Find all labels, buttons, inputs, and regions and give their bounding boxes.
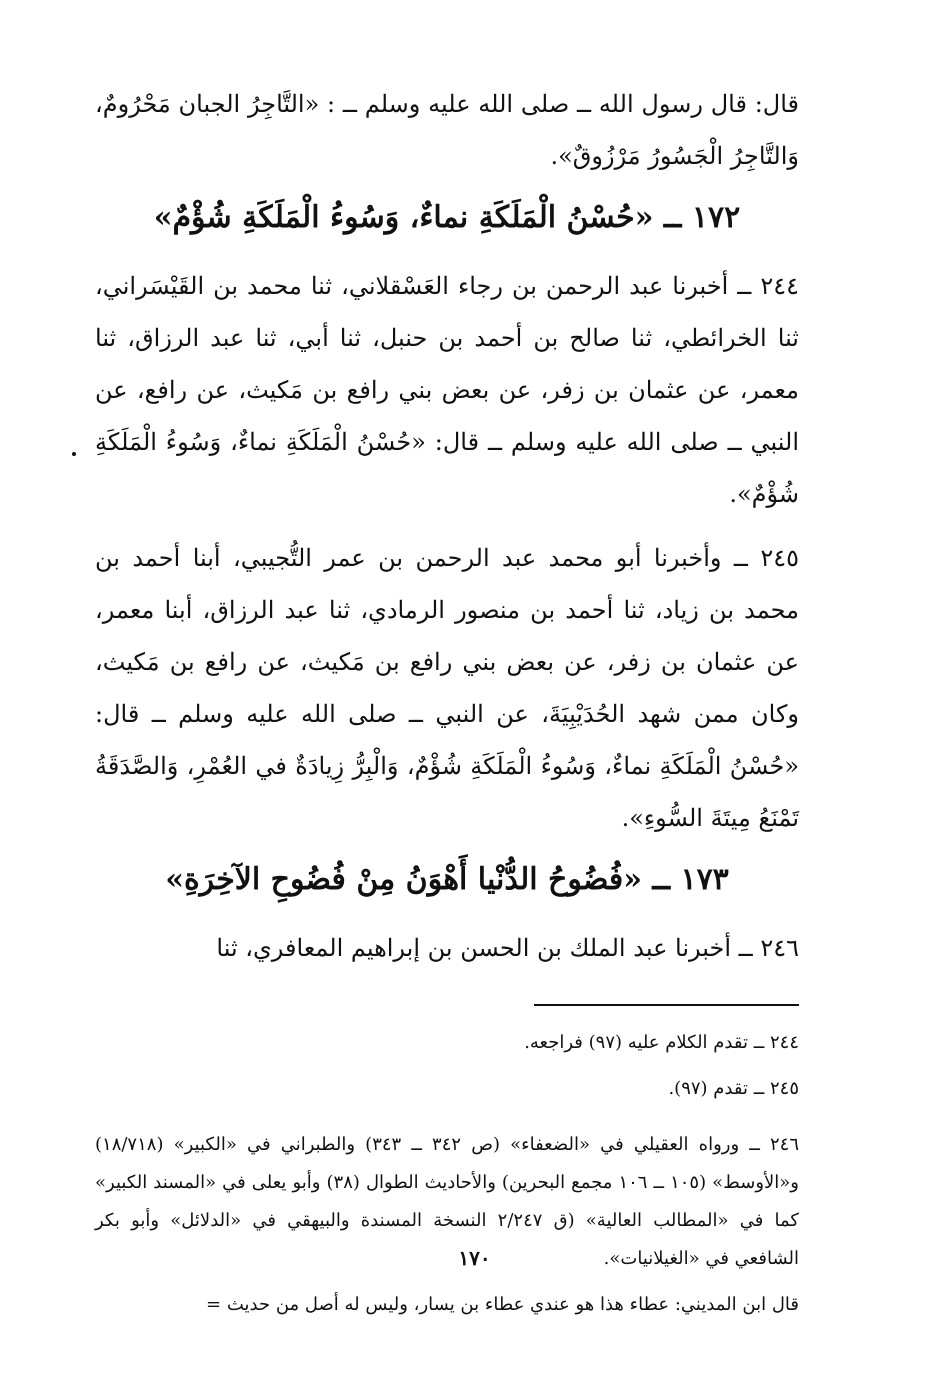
hadith-246: ٢٤٦ ــ أخبرنا عبد الملك بن الحسن بن إبراهيم المعافري، ثنا [216, 934, 799, 962]
opening-paragraph: قال: قال رسول الله ــ صلى الله عليه وسلم ــ : «التَّاجِرُ الجبان مَحْرُومٌ، وَالتَّاجِرُ الْجَسُورُ مَرْزُوقٌ». [95, 90, 799, 170]
hadith-245: ٢٤٥ ــ وأخبرنا أبو محمد عبد الرحمن بن عمر التُّجيبي، أبنا أحمد بن محمد بن زياد، ثنا أحمد بن منصور الرمادي، ثنا عبد الرزاق، أبنا معمر، عن عثمان بن زفر، عن بعض بني رافع بن مَكيث، عن رافع بن مَكيث، وكان ممن شهد الحُدَيْبِيَةَ، عن النبي ــ صلى الله عليه وسلم ــ قال: «حُسْنُ الْمَلَكَةِ نماءٌ، وَسُوءُ الْمَلَكَةِ شُؤْمٌ، وَالْبِرُّ زِيادَةٌ في العُمْرِ، وَالصَّدَقَةُ تَمْنَعُ مِيتَةَ السُّوءِ». [95, 544, 800, 832]
footnote-ibn-madini: قال ابن المديني: عطاء هذا هو عندي عطاء بن يسار، وليس له أصل من حديث = [206, 1294, 799, 1315]
footnote-246: ٢٤٦ ــ ورواه العقيلي في «الضعفاء» (ص ٣٤٢ ــ ٣٤٣) والطبراني في «الكبير» (١٨/٧١٨) و«الأوسط» (١٠٥ ــ ١٠٦ مجمع البحرين) والأحاديث الطوال (٣٨) وأبو يعلى في «المسند الكبير» كما في «المطالب العالية» (ق ٢/٢٤٧ النسخة المسندة والبيهقي في «الدلائل» وأبو بكر الشافعي في «الغيلانيات». [95, 1134, 799, 1269]
footnote-244: ٢٤٤ ــ تقدم الكلام عليه (٩٧) فراجعه. [524, 1032, 799, 1053]
margin-dot [72, 452, 76, 456]
section-heading-172: ١٧٢ ــ «حُسْنُ الْمَلَكَةِ نماءٌ، وَسُوءُ الْمَلَكَةِ شُؤْمٌ» [153, 200, 741, 235]
hadith-244: ٢٤٤ ــ أخبرنا عبد الرحمن بن رجاء العَسْقلاني، ثنا محمد بن القَيْسَراني، ثنا الخرائطي، ثنا صالح بن أحمد بن حنبل، ثنا أبي، ثنا عبد الرزاق، ثنا معمر، عن عثمان بن زفر، عن بعض بني رافع بن مَكيث، عن رافع، عن النبي ــ صلى الله عليه وسلم ــ قال: «حُسْنُ الْمَلَكَةِ نماءٌ، وَسُوءُ الْمَلَكَةِ شُؤْمٌ». [95, 272, 799, 508]
footnote-245: ٢٤٥ ــ تقدم (٩٧). [668, 1078, 799, 1099]
section-heading-173: ١٧٣ ــ «فُضُوحُ الدُّنْيا أَهْوَنُ مِنْ فُضُوحِ الآخِرَةِ» [165, 862, 729, 897]
page-number: ١٧٠ [458, 1246, 491, 1270]
footnote-divider [534, 1004, 799, 1006]
